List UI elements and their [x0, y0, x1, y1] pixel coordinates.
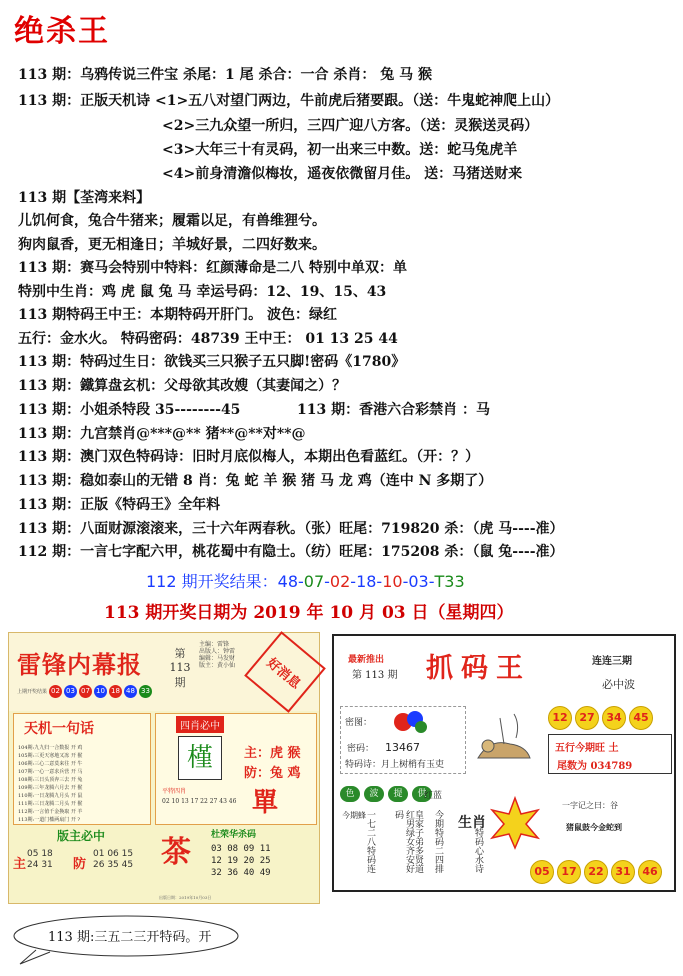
lottery-ball: 10 — [94, 685, 107, 698]
text-line: 113 期：澳门双色特码诗：旧时月底似梅人，本期出色看蓝红。（开：？） — [18, 449, 480, 465]
pingte-label: 平特四肖 — [162, 788, 187, 795]
result-number: 48 — [277, 572, 298, 591]
bottom-ball: 22 — [584, 860, 608, 884]
text-line: 113 期：八面财源滚滚来，三十六年两春秋。（张）旺尾：719820 杀：（虎 马----准） — [18, 521, 564, 537]
banzhu-title: 版主必中 — [57, 829, 106, 843]
bizhongbo-label: 必中波 — [602, 678, 635, 691]
yellow-ball: 34 — [602, 706, 626, 730]
banzhu-nums-2: 01 06 15 26 35 45 — [93, 849, 134, 870]
result-separator: - — [402, 572, 409, 591]
left-poster-issue: 第 113 期 — [169, 647, 191, 689]
mima-label: 密码： — [347, 744, 375, 754]
zhu-text: 主：虎 猴 — [244, 746, 301, 761]
banzhu-fang: 防 — [73, 857, 87, 872]
color-tag: 波 — [364, 786, 384, 802]
text-line: <2>三九众望一所归，三四广迎八方客。（送：灵猴送灵码） — [162, 118, 539, 134]
text-line: 五行：金水火。 特码密码：48739 王中王： 01 13 25 44 — [18, 331, 398, 347]
text-line: 113 期：特码过生日：欲钱买三只猴子五只脚!密码《1780》 — [18, 354, 406, 370]
shengxiao-label: 生肖 — [458, 815, 486, 831]
dan-char: 單 — [252, 788, 279, 818]
text-line: <3>大年三十有灵码，初一出来三中数。送：蛇马兔虎羊 — [162, 142, 518, 158]
bottom-ball: 46 — [638, 860, 662, 884]
banzhu-zhu: 主 — [13, 857, 27, 872]
yellow-ball: 45 — [629, 706, 653, 730]
result-number: 10 — [382, 572, 403, 591]
tianji-row: 108期:三日头顶奔三去 开 兔 — [18, 777, 83, 783]
result-separator: - — [324, 572, 330, 591]
text-line: 特别中生肖：鸡 虎 鼠 兔 马 幸运号码：12、19、15、43 — [18, 284, 387, 300]
animal-illustration — [470, 708, 538, 770]
right-poster — [332, 634, 676, 892]
text-line: 狗肉鼠香，更无相逢日；羊城好景，二四好数来。 — [18, 237, 326, 253]
left-poster — [8, 632, 320, 904]
bottom-ball: 05 — [530, 860, 554, 884]
tianji-row: 112期:一言值千金换取 开 羊 — [18, 809, 83, 815]
tianji-row: 107期:一心一意求兵营 开 马 — [18, 769, 83, 775]
result-number: T33 — [434, 572, 465, 591]
yellow-ball: 27 — [575, 706, 599, 730]
kill-number-panel — [155, 827, 315, 893]
lottery-ball: 48 — [124, 685, 137, 698]
bubble-text: 113 期:三五二三开特码。开 — [48, 930, 212, 945]
poem-col-3: 皇家子弟多贤道 — [413, 810, 423, 873]
text-line: 113 期：正版《特码王》全年料 — [18, 497, 221, 513]
result-separator: - — [428, 572, 435, 591]
right-poster-title: 抓码王 — [426, 653, 531, 684]
result-number: 03 — [408, 572, 429, 591]
fang-text: 防：兔 鸡 — [244, 766, 301, 781]
result-number: 18 — [356, 572, 377, 591]
yellow-ball: 12 — [548, 706, 572, 730]
draw-date: 113 期开奖日期为 2019 年 10 月 03 日（星期四） — [104, 603, 514, 623]
text-line: 113 期：九宫禁肖@***@** 猪**@**对**@ — [18, 426, 306, 442]
result-separator: - — [376, 572, 383, 591]
color-tag: 色 — [340, 786, 360, 802]
left-poster-stamp: 好消息 — [244, 631, 326, 713]
poem-col-5: 特码心水诗 — [473, 828, 483, 873]
tianji-row: 113期:一道门槛两扇门 开 ? — [18, 817, 81, 823]
lottery-ball: 18 — [109, 685, 122, 698]
tianji-panel — [13, 713, 151, 825]
text-line: 113 期：香港六合彩禁肖 ：马 — [297, 402, 490, 418]
lottery-ball: 33 — [139, 685, 152, 698]
three-issues-label: 连连三期 — [592, 656, 632, 667]
tema-value: 月上树梢有玉吏 — [381, 760, 445, 770]
yizi-text: 一字记之曰：谷 — [562, 801, 618, 810]
left-poster-footer: 出版日期：2019年10月03日 — [159, 895, 212, 900]
page-title: 绝杀王 — [14, 14, 110, 49]
pingte-numbers: 02 10 13 17 22 27 43 46 — [162, 798, 237, 805]
kill-number-list: 03 08 09 11 12 19 20 25 32 36 40 49 — [211, 844, 271, 878]
wuxing-box — [548, 734, 672, 774]
text-line: 112 期：一言七字配六甲，桃花蜀中有隐士。（纺）旺尾：175208 杀：（鼠 兔----准） — [18, 544, 564, 560]
bottom-ball: 31 — [611, 860, 635, 884]
weishu-text: 尾数为 034789 — [557, 761, 633, 772]
tianji-row: 109期:三年龙腾六月去 开 猴 — [18, 785, 83, 791]
four-xiao-title: 四肖必中 — [176, 716, 224, 733]
mitu-label: 密图： — [345, 718, 373, 728]
tianji-row: 106期:三心二意莫来往 开 牛 — [18, 761, 83, 767]
result-separator: - — [298, 572, 304, 591]
poem-col-1: 一七二八特码连 — [365, 810, 375, 873]
zf-text: 猪鼠鼓今金蛇到 — [566, 822, 622, 832]
text-line: 儿饥何食，兔合牛猪来；履霜以足，有兽维狸兮。 — [18, 213, 326, 229]
kill-number-title: 杜荣华杀码 — [211, 830, 257, 840]
text-line: 113 期特码王中王：本期特码开肝门。 波色：绿红 — [18, 307, 337, 323]
new-label: 最新推出 — [348, 655, 385, 665]
left-poster-ball-row — [17, 685, 152, 698]
text-line: <4>前身清澹似梅妆，遥夜依微留月佳。 送：马猪送财来 — [162, 166, 523, 182]
text-line: 113 期【荃湾来料】 — [18, 190, 151, 206]
left-poster-info: 主编：雷锋 出版人：钟雷 编辑：马发财 版主：黄小仙 — [199, 641, 236, 669]
tianji-row: 105期:三更天寒地又冻 开 猴 — [18, 753, 83, 759]
result-number: 02 — [329, 572, 351, 591]
banzhu-nums-1: 05 18 24 31 — [27, 849, 53, 870]
lottery-ball: 03 — [64, 685, 77, 698]
left-poster-title: 雷锋内幕报 — [17, 650, 142, 679]
ball-row-label: 上期开奖结果 — [17, 689, 48, 695]
wuxing-text: 五行今期旺 土 — [555, 743, 619, 754]
text-line: 113 期：正版天机诗 <1>五八对望门两边，牛前虎后猪要跟。（送：牛鬼蛇神爬上山） — [18, 93, 560, 109]
result-numbers — [278, 572, 465, 591]
hongbo-text: 红蓝 — [424, 791, 443, 801]
star-burst-icon — [488, 796, 542, 850]
mima-box — [340, 706, 466, 774]
jjk-text: 今期蜂 — [342, 811, 366, 820]
poem-col-4: 今期特码二四排 — [433, 810, 443, 873]
mitu-image — [393, 709, 429, 735]
tema-label: 特码诗： — [345, 760, 382, 770]
tag-row — [340, 786, 432, 802]
tianji-row: 110期:一日龙腾九月头 开 鼠 — [18, 793, 83, 799]
result-separator: - — [350, 572, 357, 591]
tianji-rows — [18, 744, 150, 824]
tianji-row: 111期:三日龙腾二月头 开 猴 — [18, 801, 83, 807]
ball-list — [49, 685, 152, 698]
lottery-ball: 02 — [49, 685, 62, 698]
cha-char: 茶 — [161, 835, 191, 870]
bottom-ball: 17 — [557, 860, 581, 884]
result-prefix: 112 期开奖结果： — [146, 572, 278, 591]
lottery-ball: 07 — [79, 685, 92, 698]
mima-value: 13467 — [385, 741, 420, 754]
poem-col-2: 红男绿女齐安好码 — [393, 810, 414, 873]
text-line: 113 期：鐵算盘玄机：父母欲其改嫂（其妻闻之）？ — [18, 378, 347, 394]
big-char: 槿 — [178, 736, 222, 780]
left-poster-header — [9, 633, 319, 711]
text-line: 113 期：乌鸦传说三件宝 杀尾：1 尾 杀合：一合 杀肖： 兔 马 猴 — [18, 67, 432, 83]
text-line: 113 期：赛马会特别中特料：红颜薄命是二八 特别中单双：单 — [18, 260, 407, 276]
color-tag: 供 — [412, 786, 432, 802]
bottom-ball-row — [530, 860, 662, 884]
banzhu-panel — [13, 827, 149, 893]
text-line: 113 期：稳如泰山的无错 8 肖：兔 蛇 羊 猴 猪 马 龙 鸡（连中 N 多期了） — [18, 473, 493, 489]
text-line: 113 期：小姐杀特段 35--------45 — [18, 402, 241, 418]
yellow-ball-row — [548, 706, 653, 730]
result-number: 07 — [303, 572, 325, 591]
four-xiao-panel — [155, 713, 317, 825]
right-poster-issue: 第 113 期 — [352, 670, 398, 681]
draw-result — [146, 569, 465, 592]
tianji-title: 天机一句话 — [24, 721, 94, 737]
tianji-row: 104期:九九归一合数报 开 鸡 — [18, 745, 83, 751]
color-tag: 提 — [388, 786, 408, 802]
